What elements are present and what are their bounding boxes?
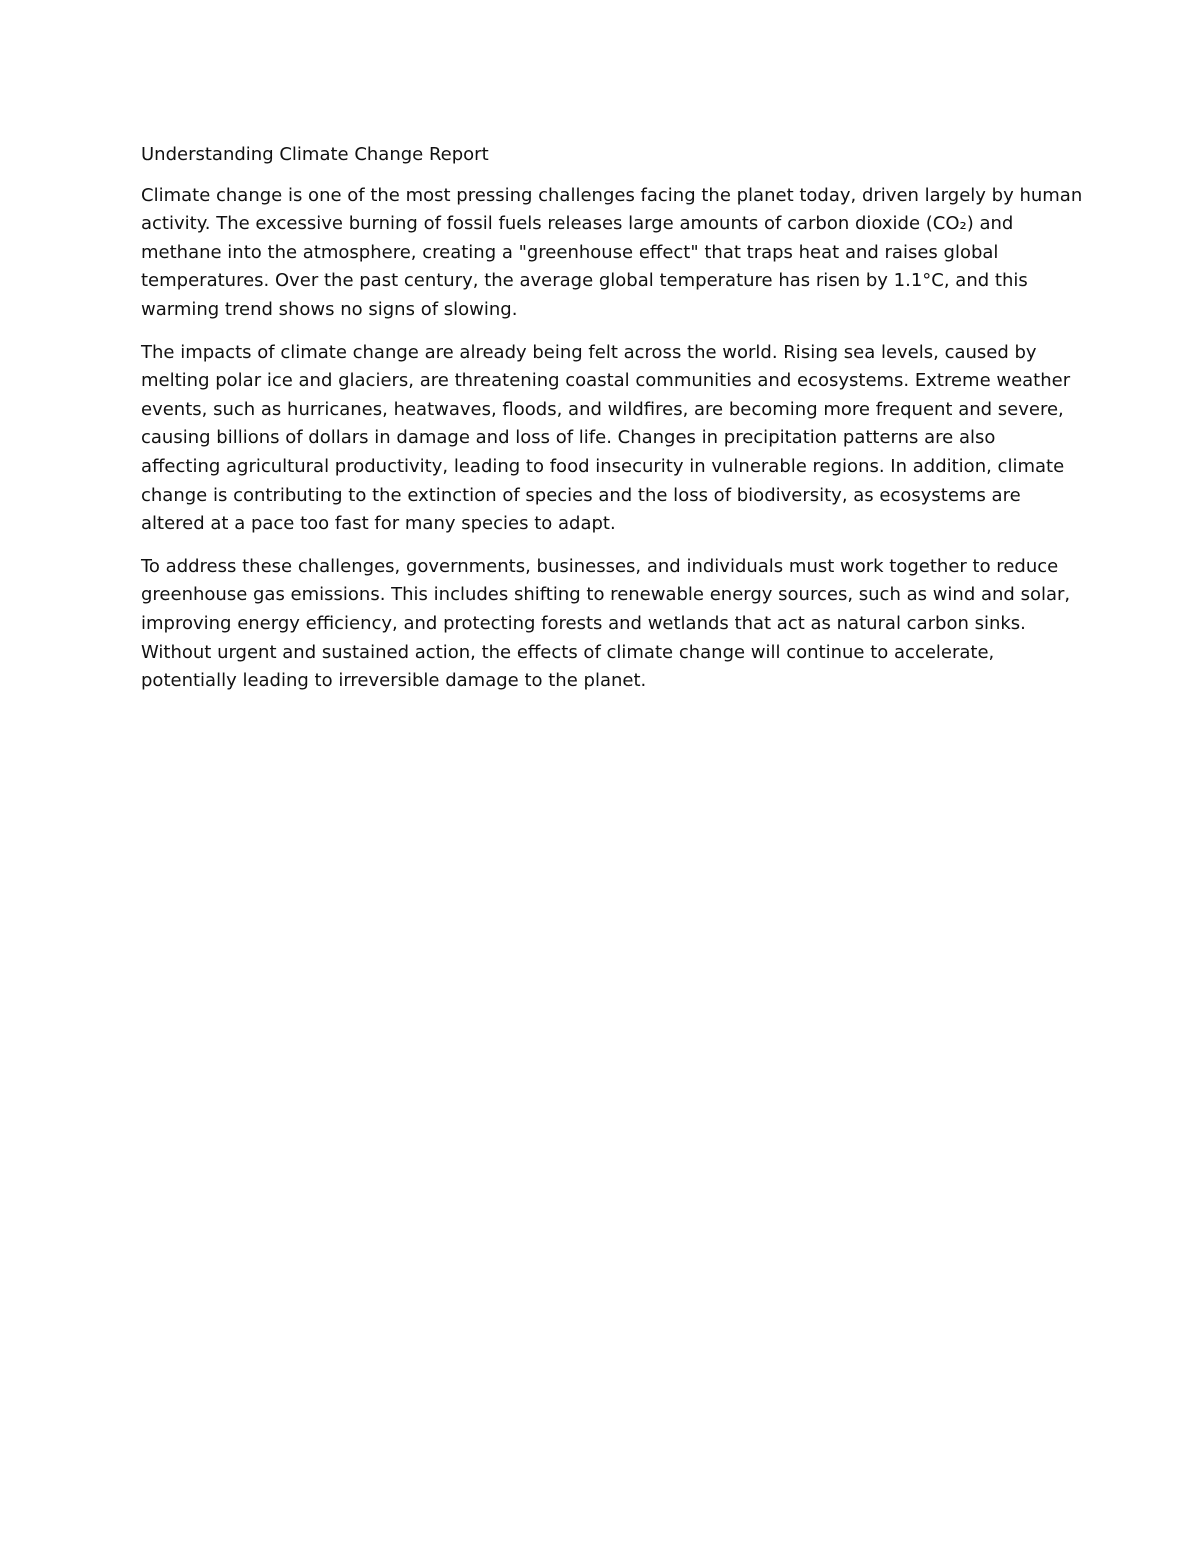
paragraph-line: change is contributing to the extinction of species and the loss of biodiversity, as ecosystems are [141,484,1021,506]
document-body [141,141,1083,710]
paragraph-3 [141,553,1071,696]
paragraph-line: Climate change is one of the most pressing challenges facing the planet today, driven largely by human [141,184,1083,206]
paragraph-line: events, such as hurricanes, heatwaves, floods, and wildfires, are becoming more frequent and severe, [141,398,1064,420]
paragraph-line: warming trend shows no signs of slowing. [141,298,518,320]
paragraph-line: melting polar ice and glaciers, are threatening coastal communities and ecosystems. Extreme weather [141,370,1071,392]
paragraph-line: altered at a pace too fast for many species to adapt. [141,513,616,535]
paragraph-line: affecting agricultural productivity, leading to food insecurity in vulnerable regions. In addition, climate [141,455,1065,477]
paragraph-line: Without urgent and sustained action, the effects of climate change will continue to accelerate, [141,641,995,663]
document-title: Understanding Climate Change Report [141,144,489,165]
paragraph-line: potentially leading to irreversible damage to the planet. [141,670,647,692]
paragraph-2 [141,339,1071,539]
paragraph-line: The impacts of climate change are already being felt across the world. Rising sea levels, caused by [141,341,1037,363]
paragraph-line: greenhouse gas emissions. This includes shifting to renewable energy sources, such as wind and solar, [141,584,1071,606]
paragraph-1 [141,182,1083,325]
paragraph-line: causing billions of dollars in damage and loss of life. Changes in precipitation patterns are also [141,427,996,449]
paragraph-line: activity. The excessive burning of fossil fuels releases large amounts of carbon dioxide (CO₂) and [141,213,1014,235]
paragraph-line: improving energy efficiency, and protecting forests and wetlands that act as natural carbon sinks. [141,612,1026,634]
paragraph-line: methane into the atmosphere, creating a "greenhouse effect" that traps heat and raises global [141,241,999,263]
paragraph-line: temperatures. Over the past century, the average global temperature has risen by 1.1°C, and this [141,270,1028,292]
paragraph-line: To address these challenges, governments, businesses, and individuals must work together to reduce [141,555,1059,577]
